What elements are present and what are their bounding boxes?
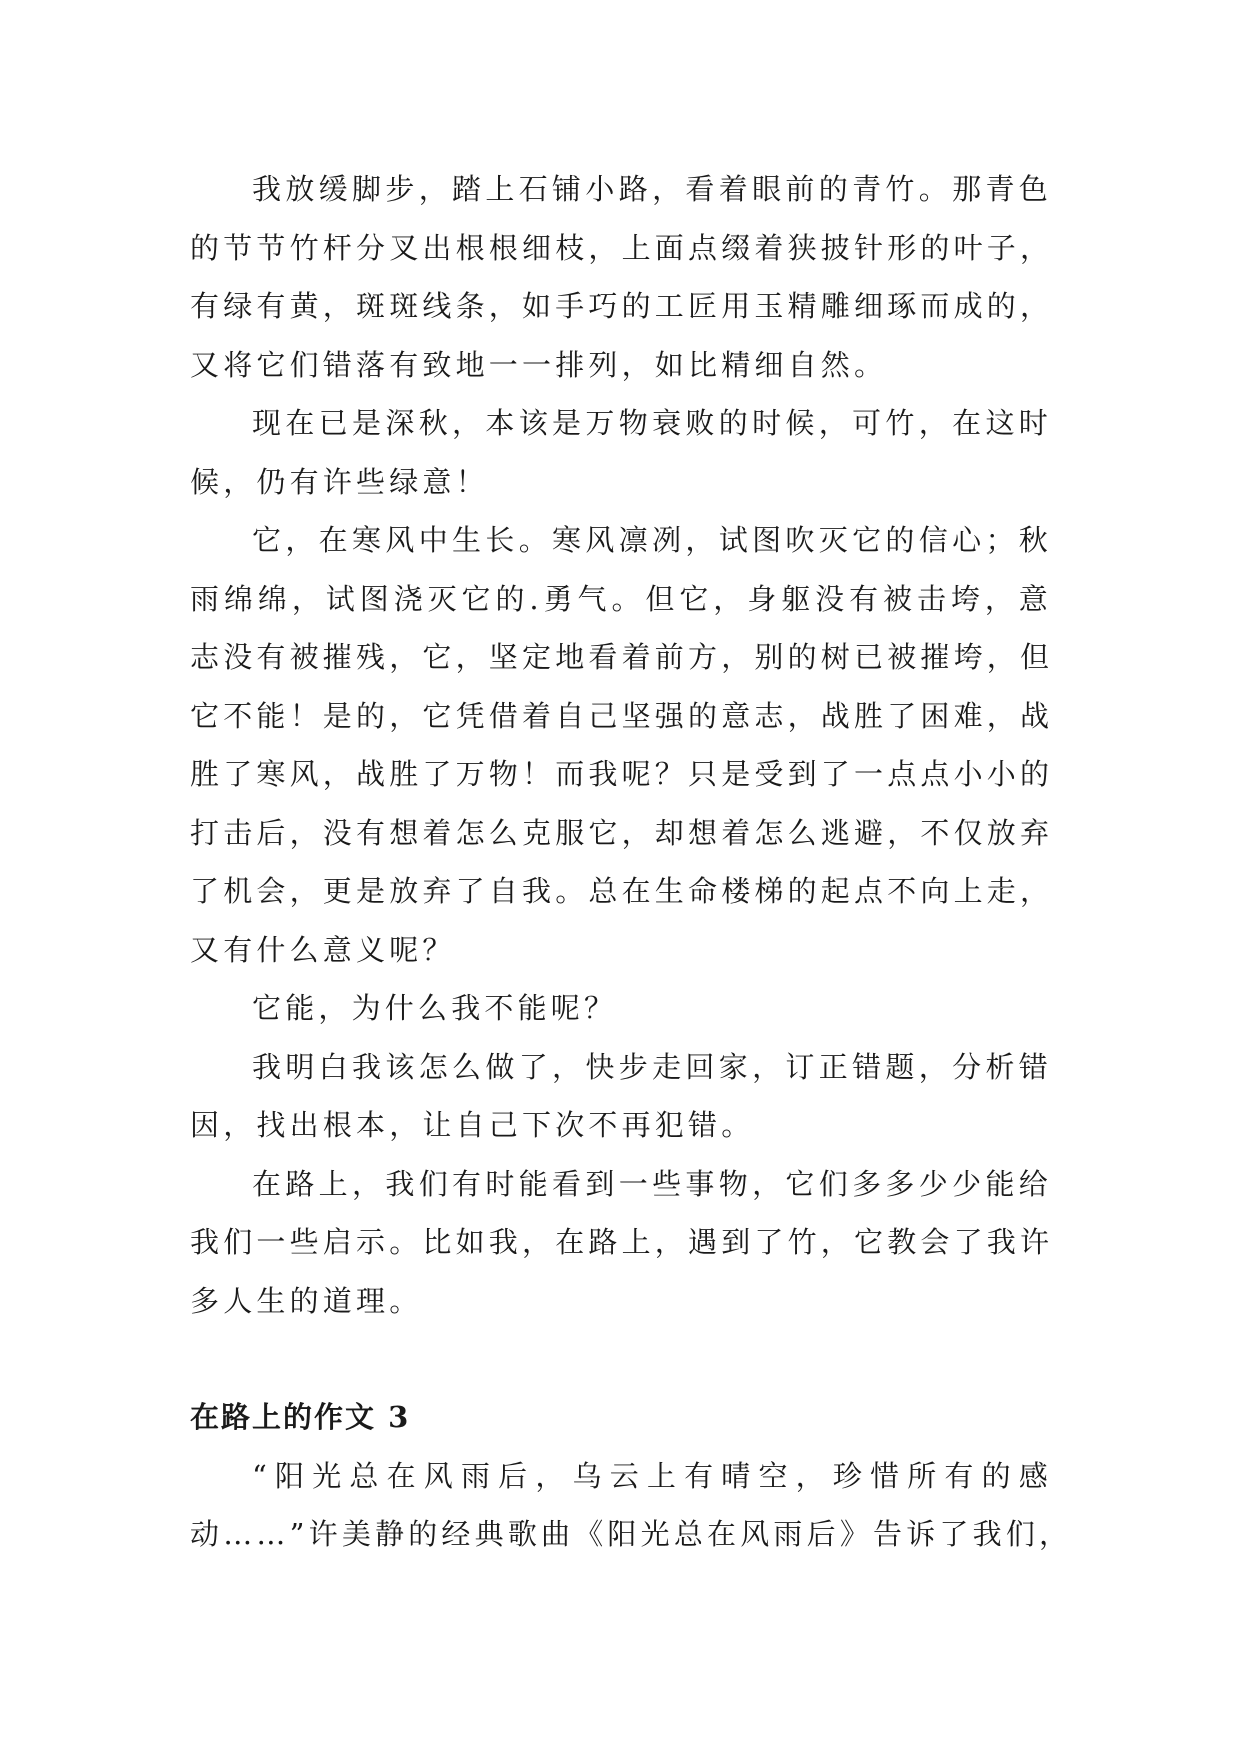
text-line: 我明白我该怎么做了，快步走回家，订正错题，分析错 [252, 1049, 1052, 1084]
paragraph-why-not-me [190, 979, 1052, 1038]
text-line: 在路上，我们有时能看到一些事物，它们多多少少能给 [252, 1166, 1052, 1201]
paragraph-go-home [190, 1038, 1052, 1155]
text-line: 现在已是深秋，本该是万物衰败的时候，可竹，在这时 [252, 406, 1052, 440]
text-line: 胜了寒风，战胜了万物！而我呢？只是受到了一点点小小的 [190, 757, 1054, 791]
text-line: 又将它们错落有致地一一排列，如比精细自然。 [190, 347, 888, 382]
paragraph-on-the-road [190, 1155, 1052, 1331]
text-line: 动……”许美静的经典歌曲《阳光总在风雨后》告诉了我们， [190, 1517, 1073, 1551]
text-line: 的节节竹杆分叉出根根细枝，上面点缀着狭披针形的叶子， [190, 230, 1054, 265]
text-line: 它不能！是的，它凭借着自己坚强的意志，战胜了困难，战 [190, 698, 1054, 733]
text-line: 候，仍有许些绿意！ [190, 464, 489, 499]
text-line: 它，在寒风中生长。寒风凛冽，试图吹灭它的信心；秋 [252, 523, 1052, 557]
text-line: 又有什么意义呢？ [190, 932, 456, 967]
text-line: 有绿有黄，斑斑线条，如手巧的工匠用玉精雕细琢而成的， [190, 289, 1054, 323]
text-line: 雨绵绵，试图浇灭它的.勇气。但它，身躯没有被击垮，意 [190, 581, 1052, 616]
paragraph-late-autumn [190, 394, 1052, 511]
paragraph-sunshine-song [190, 1447, 1073, 1564]
paragraph-cold-wind [190, 511, 1052, 979]
paragraph-bamboo-description [190, 160, 1052, 394]
text-line: 志没有被摧残，它，坚定地看着前方，别的树已被摧垮，但 [190, 640, 1054, 674]
section-title: 在路上的作文 3 [190, 1400, 411, 1434]
text-line: 我放缓脚步，踏上石铺小路，看着眼前的青竹。那青色 [252, 172, 1052, 206]
document-body [190, 160, 1073, 1564]
text-line: 它能，为什么我不能呢？ [252, 991, 618, 1025]
text-line: 我们一些启示。比如我，在路上，遇到了竹，它教会了我许 [190, 1225, 1054, 1259]
text-line: 了机会，更是放弃了自我。总在生命楼梯的起点不向上走， [190, 874, 1054, 908]
text-line: 多人生的道理。 [190, 1283, 423, 1318]
text-line: “阳光总在风雨后，乌云上有晴空，珍惜所有的感 [252, 1458, 1052, 1493]
text-line: 因，找出根本，让自己下次不再犯错。 [190, 1108, 755, 1142]
text-line: 打击后，没有想着怎么克服它，却想着怎么逃避，不仅放弃 [190, 815, 1054, 850]
